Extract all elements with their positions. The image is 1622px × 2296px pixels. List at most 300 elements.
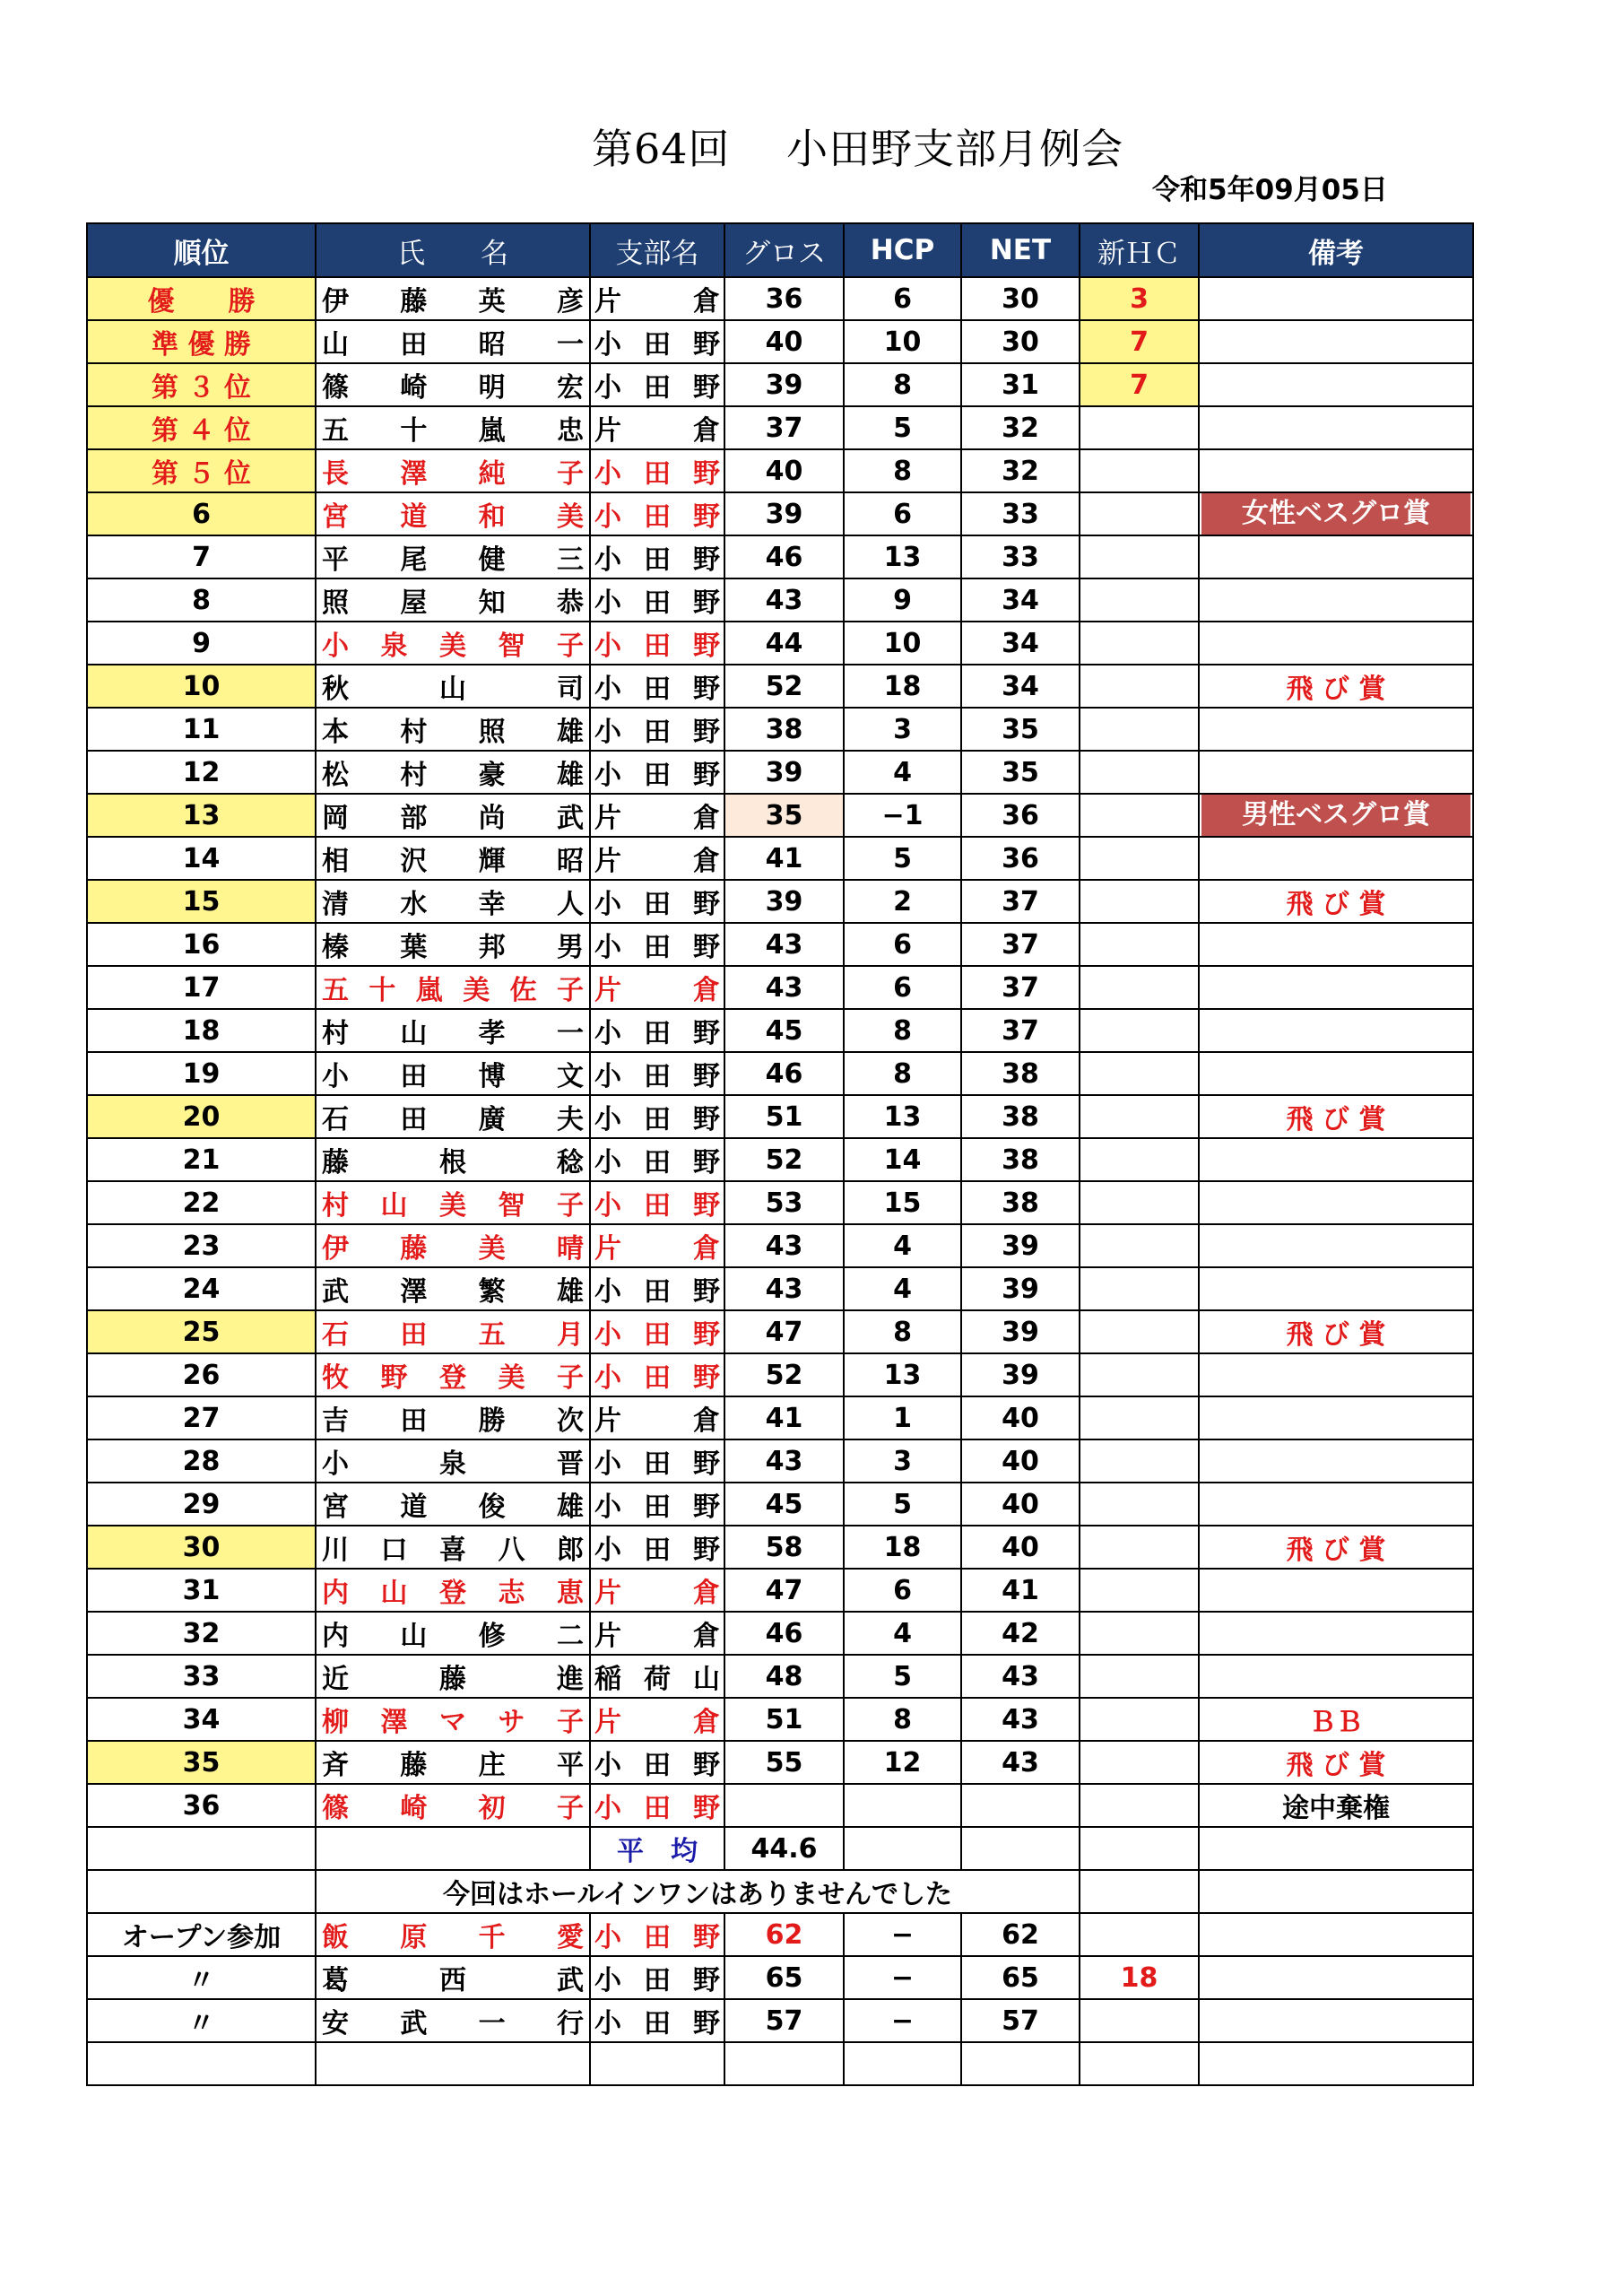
new-hc-cell: [1080, 622, 1199, 665]
empty-cell: [1080, 1827, 1199, 1870]
club-cell: 小田野: [590, 1526, 724, 1569]
name-cell: 篠崎初子: [316, 1784, 590, 1827]
hcp-cell: 4: [844, 1612, 961, 1655]
open-participant-row: [87, 1913, 1473, 1956]
table-row: [87, 1655, 1473, 1698]
gross-cell: 38: [724, 708, 844, 751]
note-cell: [1199, 578, 1473, 622]
col-header-net: NET: [961, 223, 1080, 277]
empty-cell: [961, 2042, 1080, 2085]
gross-cell: 46: [724, 1612, 844, 1655]
name-cell: 石田五月: [316, 1310, 590, 1353]
net-cell: 30: [961, 320, 1080, 363]
net-cell: 34: [961, 665, 1080, 708]
rank-cell: 13: [87, 794, 316, 837]
hcp-cell: 9: [844, 578, 961, 622]
table-row: [87, 320, 1473, 363]
new-hc-cell: 7: [1080, 320, 1199, 363]
net-cell: 32: [961, 406, 1080, 449]
name-cell: 小泉美智子: [316, 622, 590, 665]
open-participant-row: [87, 1956, 1473, 1999]
gross-cell: 62: [724, 1913, 844, 1956]
name-cell: 吉田勝次: [316, 1396, 590, 1439]
hcp-cell: 5: [844, 1483, 961, 1526]
hcp-cell: 13: [844, 535, 961, 578]
rank-cell: 20: [87, 1095, 316, 1138]
gross-cell: 58: [724, 1526, 844, 1569]
new-hc-cell: [1080, 794, 1199, 837]
rank-cell: 18: [87, 1009, 316, 1052]
gross-cell: 37: [724, 406, 844, 449]
average-value: 44.6: [724, 1827, 844, 1870]
col-header-name: 氏 名: [316, 223, 590, 277]
net-cell: 43: [961, 1698, 1080, 1741]
table-row: [87, 1052, 1473, 1095]
table-row: [87, 578, 1473, 622]
club-cell: 小田野: [590, 1483, 724, 1526]
table-row: [87, 1698, 1473, 1741]
club-cell: 小田野: [590, 449, 724, 492]
club-cell: 片倉: [590, 1612, 724, 1655]
net-cell: 40: [961, 1483, 1080, 1526]
note-cell: [1199, 751, 1473, 794]
table-row: [87, 449, 1473, 492]
new-hc-cell: [1080, 751, 1199, 794]
hcp-cell: 18: [844, 1526, 961, 1569]
gross-cell: 47: [724, 1569, 844, 1612]
club-cell: 片倉: [590, 1569, 724, 1612]
net-cell: 41: [961, 1569, 1080, 1612]
table-row: [87, 1267, 1473, 1310]
empty-cell: [1199, 1870, 1473, 1913]
table-row: [87, 1009, 1473, 1052]
hcp-cell: 8: [844, 363, 961, 406]
new-hc-cell: [1080, 492, 1199, 535]
empty-cell: [590, 2042, 724, 2085]
rank-cell: 30: [87, 1526, 316, 1569]
empty-cell: [316, 1827, 590, 1870]
net-cell: 43: [961, 1655, 1080, 1698]
club-cell: 小田野: [590, 622, 724, 665]
gross-cell: 43: [724, 1267, 844, 1310]
hole-in-one-note: 今回はホールインワンはありませんでした: [316, 1870, 1080, 1913]
gross-cell: 39: [724, 492, 844, 535]
note-cell: [1199, 1612, 1473, 1655]
net-cell: 34: [961, 578, 1080, 622]
club-cell: 片倉: [590, 277, 724, 320]
hcp-cell: −: [844, 1913, 961, 1956]
name-cell: 篠崎明宏: [316, 363, 590, 406]
club-cell: 小田野: [590, 492, 724, 535]
rank-cell: 35: [87, 1741, 316, 1784]
gross-cell: 51: [724, 1698, 844, 1741]
gross-cell: 39: [724, 363, 844, 406]
hcp-cell: 6: [844, 492, 961, 535]
rank-cell: 第 ５ 位: [87, 449, 316, 492]
rank-cell: 6: [87, 492, 316, 535]
name-cell: 照屋知恭: [316, 578, 590, 622]
hcp-cell: 4: [844, 751, 961, 794]
net-cell: 39: [961, 1267, 1080, 1310]
new-hc-cell: [1080, 1095, 1199, 1138]
note-cell: [1199, 837, 1473, 880]
net-cell: 35: [961, 751, 1080, 794]
gross-cell: 36: [724, 277, 844, 320]
note-cell: [1199, 277, 1473, 320]
rank-cell: 33: [87, 1655, 316, 1698]
table-row: [87, 1784, 1473, 1827]
rank-cell: 36: [87, 1784, 316, 1827]
event-date: 令和5年09月05日: [1152, 174, 1388, 206]
gross-cell: 40: [724, 449, 844, 492]
name-cell: 葛西武: [316, 1956, 590, 1999]
table-row: [87, 622, 1473, 665]
table-row: [87, 751, 1473, 794]
note-cell: [1199, 363, 1473, 406]
note-cell: [1199, 1956, 1473, 1999]
table-row: [87, 535, 1473, 578]
club-cell: 片倉: [590, 1224, 724, 1267]
table-row: [87, 277, 1473, 320]
rank-cell: 16: [87, 923, 316, 966]
name-cell: 伊藤英彦: [316, 277, 590, 320]
rank-cell: 9: [87, 622, 316, 665]
empty-cell: [316, 2042, 590, 2085]
gross-cell: 51: [724, 1095, 844, 1138]
table-row: [87, 492, 1473, 535]
note-cell: [1199, 1353, 1473, 1396]
hcp-cell: 6: [844, 1569, 961, 1612]
hcp-cell: 5: [844, 1655, 961, 1698]
hcp-cell: 8: [844, 1052, 961, 1095]
note-cell: [1199, 406, 1473, 449]
gross-cell: 41: [724, 837, 844, 880]
new-hc-cell: [1080, 837, 1199, 880]
note-cell: [1199, 1052, 1473, 1095]
name-cell: 川口喜八郎: [316, 1526, 590, 1569]
club-cell: 小田野: [590, 665, 724, 708]
rank-cell: 22: [87, 1181, 316, 1224]
gross-cell: 45: [724, 1009, 844, 1052]
club-cell: 片倉: [590, 1698, 724, 1741]
club-cell: 片倉: [590, 1396, 724, 1439]
club-cell: 片倉: [590, 966, 724, 1009]
new-hc-cell: [1080, 1741, 1199, 1784]
net-cell: 38: [961, 1138, 1080, 1181]
rank-cell: 15: [87, 880, 316, 923]
new-hc-cell: [1080, 1181, 1199, 1224]
club-cell: 小田野: [590, 1999, 724, 2042]
gross-cell: 41: [724, 1396, 844, 1439]
club-cell: 小田野: [590, 1353, 724, 1396]
name-cell: 秋山司: [316, 665, 590, 708]
empty-cell: [724, 2042, 844, 2085]
col-header-club: 支部名: [590, 223, 724, 277]
gross-cell: 43: [724, 923, 844, 966]
note-cell: [1199, 1569, 1473, 1612]
hcp-cell: 3: [844, 708, 961, 751]
new-hc-cell: [1080, 1396, 1199, 1439]
name-cell: 宮道俊雄: [316, 1483, 590, 1526]
new-hc-cell: [1080, 1224, 1199, 1267]
table-row: [87, 1181, 1473, 1224]
gross-cell: 46: [724, 1052, 844, 1095]
hcp-cell: 13: [844, 1353, 961, 1396]
gross-cell: 48: [724, 1655, 844, 1698]
club-cell: 小田野: [590, 535, 724, 578]
net-cell: 57: [961, 1999, 1080, 2042]
name-cell: 長澤純子: [316, 449, 590, 492]
gross-cell: 46: [724, 535, 844, 578]
club-cell: 小田野: [590, 923, 724, 966]
award-badge: 女性ベスグロ賞: [1201, 493, 1470, 535]
gross-cell: 43: [724, 966, 844, 1009]
name-cell: 牧野登美子: [316, 1353, 590, 1396]
col-header-note: 備考: [1199, 223, 1473, 277]
page-title: 第64回 小田野支部月例会: [592, 125, 1124, 173]
note-cell: [1199, 1396, 1473, 1439]
hcp-cell: 14: [844, 1138, 961, 1181]
rank-cell: 23: [87, 1224, 316, 1267]
note-cell: 飛 び 賞: [1199, 1095, 1473, 1138]
net-cell: 65: [961, 1956, 1080, 1999]
gross-cell: 44: [724, 622, 844, 665]
net-cell: 32: [961, 449, 1080, 492]
table-row: [87, 1526, 1473, 1569]
net-cell: 30: [961, 277, 1080, 320]
club-cell: 片倉: [590, 837, 724, 880]
net-cell: 42: [961, 1612, 1080, 1655]
gross-cell: 57: [724, 1999, 844, 2042]
new-hc-cell: [1080, 1612, 1199, 1655]
empty-cell: [844, 1827, 961, 1870]
table-row: [87, 966, 1473, 1009]
empty-cell: [961, 1827, 1080, 1870]
club-cell: 小田野: [590, 708, 724, 751]
hcp-cell: [844, 1784, 961, 1827]
name-cell: 五十嵐忠: [316, 406, 590, 449]
gross-cell: [724, 1784, 844, 1827]
new-hc-cell: [1080, 578, 1199, 622]
note-cell: [1199, 622, 1473, 665]
hcp-cell: 2: [844, 880, 961, 923]
note-cell: [1199, 449, 1473, 492]
note-cell: [1199, 1009, 1473, 1052]
net-cell: 36: [961, 794, 1080, 837]
club-cell: 片倉: [590, 406, 724, 449]
new-hc-cell: [1080, 1353, 1199, 1396]
award-badge: 男性ベスグロ賞: [1201, 795, 1470, 836]
new-hc-cell: [1080, 1483, 1199, 1526]
new-hc-cell: [1080, 1009, 1199, 1052]
gross-cell: 39: [724, 880, 844, 923]
empty-cell: [1080, 1870, 1199, 1913]
net-cell: 40: [961, 1526, 1080, 1569]
results-table: [86, 222, 1474, 2086]
new-hc-cell: [1080, 1052, 1199, 1095]
note-cell: [1199, 1267, 1473, 1310]
club-cell: 小田野: [590, 1009, 724, 1052]
hcp-cell: 8: [844, 1009, 961, 1052]
empty-cell: [1199, 1827, 1473, 1870]
table-row: [87, 665, 1473, 708]
club-cell: 稲荷山: [590, 1655, 724, 1698]
note-cell: [1199, 1439, 1473, 1483]
name-cell: 小泉晋: [316, 1439, 590, 1483]
rank-cell: 28: [87, 1439, 316, 1483]
hcp-cell: 5: [844, 837, 961, 880]
rank-cell: 12: [87, 751, 316, 794]
name-cell: 榛葉邦男: [316, 923, 590, 966]
name-cell: 伊藤美晴: [316, 1224, 590, 1267]
gross-cell: 65: [724, 1956, 844, 1999]
note-cell: 飛 び 賞: [1199, 1741, 1473, 1784]
gross-cell: 39: [724, 751, 844, 794]
name-cell: 武澤繁雄: [316, 1267, 590, 1310]
table-row: [87, 1310, 1473, 1353]
hcp-cell: 4: [844, 1267, 961, 1310]
net-cell: 43: [961, 1741, 1080, 1784]
name-cell: 内山登志恵: [316, 1569, 590, 1612]
club-cell: 小田野: [590, 1095, 724, 1138]
hcp-cell: 3: [844, 1439, 961, 1483]
rank-cell: 27: [87, 1396, 316, 1439]
note-cell: 飛 び 賞: [1199, 1310, 1473, 1353]
club-cell: 小田野: [590, 320, 724, 363]
new-hc-cell: 18: [1080, 1956, 1199, 1999]
name-cell: 松村豪雄: [316, 751, 590, 794]
hcp-cell: 13: [844, 1095, 961, 1138]
new-hc-cell: [1080, 966, 1199, 1009]
note-cell: [1199, 794, 1473, 837]
empty-cell: [87, 2042, 316, 2085]
new-hc-cell: [1080, 1999, 1199, 2042]
table-row: [87, 880, 1473, 923]
hcp-cell: 10: [844, 622, 961, 665]
new-hc-cell: [1080, 1655, 1199, 1698]
net-cell: 40: [961, 1439, 1080, 1483]
rank-cell: 19: [87, 1052, 316, 1095]
new-hc-cell: [1080, 1439, 1199, 1483]
name-cell: 斉藤庄平: [316, 1741, 590, 1784]
name-cell: 小田博文: [316, 1052, 590, 1095]
gross-cell: 47: [724, 1310, 844, 1353]
net-cell: 37: [961, 880, 1080, 923]
hole-in-one-row: [87, 1870, 1473, 1913]
note-cell: 飛 び 賞: [1199, 880, 1473, 923]
name-cell: 相沢輝昭: [316, 837, 590, 880]
net-cell: 33: [961, 492, 1080, 535]
club-cell: 小田野: [590, 1181, 724, 1224]
rank-cell: 26: [87, 1353, 316, 1396]
note-cell: [1199, 966, 1473, 1009]
rank-cell: 14: [87, 837, 316, 880]
club-cell: 小田野: [590, 1439, 724, 1483]
name-cell: 宮道和美: [316, 492, 590, 535]
gross-cell: 35: [724, 794, 844, 837]
net-cell: 37: [961, 1009, 1080, 1052]
net-cell: 33: [961, 535, 1080, 578]
note-cell: [1199, 1181, 1473, 1224]
table-row: [87, 794, 1473, 837]
note-cell: [1199, 923, 1473, 966]
rank-cell: 〃: [87, 1956, 316, 1999]
new-hc-cell: [1080, 535, 1199, 578]
gross-cell: 52: [724, 1138, 844, 1181]
gross-cell: 40: [724, 320, 844, 363]
name-cell: 内山修二: [316, 1612, 590, 1655]
hcp-cell: 6: [844, 923, 961, 966]
col-header-rank: 順位: [87, 223, 316, 277]
hcp-cell: 5: [844, 406, 961, 449]
club-cell: 小田野: [590, 578, 724, 622]
gross-cell: 43: [724, 1224, 844, 1267]
hcp-cell: 8: [844, 1310, 961, 1353]
rank-cell: 11: [87, 708, 316, 751]
new-hc-cell: [1080, 449, 1199, 492]
new-hc-cell: [1080, 1267, 1199, 1310]
hcp-cell: 12: [844, 1741, 961, 1784]
new-hc-cell: [1080, 880, 1199, 923]
note-cell: [1199, 1999, 1473, 2042]
gross-cell: 52: [724, 665, 844, 708]
hcp-cell: −: [844, 1956, 961, 1999]
empty-cell: [1080, 2042, 1199, 2085]
note-cell: [1199, 708, 1473, 751]
average-row: [87, 1827, 1473, 1870]
table-row: [87, 1095, 1473, 1138]
col-header-gross: グロス: [724, 223, 844, 277]
hcp-cell: 6: [844, 966, 961, 1009]
net-cell: 39: [961, 1224, 1080, 1267]
new-hc-cell: [1080, 923, 1199, 966]
new-hc-cell: 7: [1080, 363, 1199, 406]
table-row: [87, 1439, 1473, 1483]
name-cell: 村山孝一: [316, 1009, 590, 1052]
name-cell: 近藤進: [316, 1655, 590, 1698]
rank-cell: オープン参加: [87, 1913, 316, 1956]
hcp-cell: 1: [844, 1396, 961, 1439]
gross-cell: 45: [724, 1483, 844, 1526]
rank-cell: 25: [87, 1310, 316, 1353]
new-hc-cell: [1080, 1310, 1199, 1353]
rank-cell: 17: [87, 966, 316, 1009]
rank-cell: 8: [87, 578, 316, 622]
table-row: [87, 708, 1473, 751]
club-cell: 小田野: [590, 1052, 724, 1095]
rank-cell: 7: [87, 535, 316, 578]
col-header-hcp: HCP: [844, 223, 961, 277]
net-cell: 34: [961, 622, 1080, 665]
new-hc-cell: [1080, 1698, 1199, 1741]
average-label: 平 均: [590, 1827, 724, 1870]
empty-cell: [844, 2042, 961, 2085]
club-cell: 小田野: [590, 1267, 724, 1310]
hcp-cell: −: [844, 1999, 961, 2042]
rank-cell: 32: [87, 1612, 316, 1655]
note-cell: ＢＢ: [1199, 1698, 1473, 1741]
empty-cell: [1199, 2042, 1473, 2085]
table-row: [87, 406, 1473, 449]
table-row: [87, 1224, 1473, 1267]
table-row: [87, 363, 1473, 406]
name-cell: 村山美智子: [316, 1181, 590, 1224]
club-cell: 小田野: [590, 1310, 724, 1353]
note-cell: [1199, 1483, 1473, 1526]
rank-cell: 24: [87, 1267, 316, 1310]
rank-cell: 優 勝: [87, 277, 316, 320]
net-cell: 37: [961, 923, 1080, 966]
